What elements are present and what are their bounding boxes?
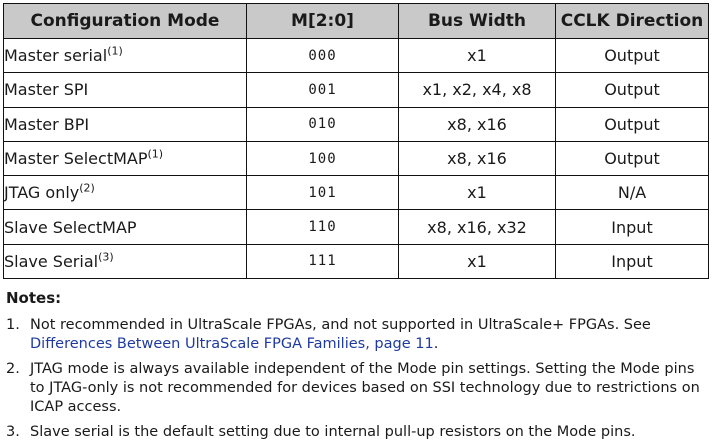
- header-configuration-mode: Configuration Mode: [4, 4, 247, 39]
- table-row: [4, 73, 709, 107]
- cclk-direction-cell: Output: [556, 39, 709, 73]
- footnote-ref: (3): [98, 250, 114, 264]
- note-text: [30, 360, 706, 417]
- notes-title: Notes:: [6, 289, 62, 307]
- mode-name: Master SPI: [4, 80, 89, 100]
- note-suffix: .: [433, 336, 439, 352]
- bus-width-cell: x1, x2, x4, x8: [399, 73, 556, 107]
- cclk-direction-cell: Input: [556, 244, 709, 278]
- header-bus-width: Bus Width: [399, 4, 556, 39]
- note-body: Not recommended in UltraScale FPGAs, and not supported in UltraScale+ FPGAs. See: [30, 317, 651, 333]
- table-row: [4, 176, 709, 210]
- mode-name: Slave Serial: [4, 251, 99, 271]
- cross-reference-link[interactable]: Differences Between UltraScale FPGA Families, page 11: [30, 336, 434, 352]
- note-text: [30, 316, 706, 354]
- mode-pins-cell: 010: [247, 107, 399, 141]
- cclk-direction-cell: Output: [556, 141, 709, 175]
- header-cclk-direction: CCLK Direction: [556, 4, 709, 39]
- table-row: [4, 141, 709, 175]
- mode-cell: [4, 176, 247, 210]
- mode-cell: [4, 141, 247, 175]
- mode-cell: [4, 73, 247, 107]
- footnote-ref: (1): [107, 44, 123, 58]
- note-body: Slave serial is the default setting due to internal pull-up resistors on the Mode pins.: [30, 424, 636, 440]
- note-number: 3.: [6, 424, 20, 440]
- mode-pins-cell: 000: [247, 39, 399, 73]
- bus-width-cell: x8, x16, x32: [399, 210, 556, 244]
- bus-width-cell: x1: [399, 176, 556, 210]
- mode-pins-cell: 101: [247, 176, 399, 210]
- mode-name: Master BPI: [4, 114, 90, 134]
- notes-section: [6, 289, 706, 448]
- mode-cell: [4, 244, 247, 278]
- note-text: [30, 423, 706, 442]
- mode-name: JTAG only: [4, 183, 80, 203]
- bus-width-cell: x8, x16: [399, 141, 556, 175]
- bus-width-cell: x1: [399, 39, 556, 73]
- mode-cell: [4, 39, 247, 73]
- mode-cell: [4, 210, 247, 244]
- footnote-ref: (1): [147, 147, 164, 161]
- note-item: [6, 423, 706, 442]
- header-mode-pins: M[2:0]: [247, 4, 399, 39]
- mode-pins-cell: 111: [247, 244, 399, 278]
- configuration-mode-table: [3, 3, 709, 279]
- mode-pins-cell: 001: [247, 73, 399, 107]
- table-row: [4, 244, 709, 278]
- table-row: [4, 210, 709, 244]
- bus-width-cell: x8, x16: [399, 107, 556, 141]
- cclk-direction-cell: Output: [556, 73, 709, 107]
- cclk-direction-cell: Input: [556, 210, 709, 244]
- footnote-ref: (2): [79, 182, 95, 195]
- note-item: [6, 316, 706, 354]
- note-number: 2.: [6, 361, 20, 377]
- mode-name: Master SelectMAP: [4, 149, 148, 169]
- note-item: [6, 360, 706, 417]
- mode-name: Master serial: [4, 46, 108, 66]
- bus-width-cell: x1: [399, 244, 556, 278]
- table-row: [4, 107, 709, 141]
- mode-cell: [4, 107, 247, 141]
- mode-name: Slave SelectMAP: [4, 217, 137, 237]
- cclk-direction-cell: Output: [556, 107, 709, 141]
- mode-pins-cell: 100: [247, 141, 399, 175]
- cclk-direction-cell: N/A: [556, 176, 709, 210]
- note-body: JTAG mode is always available independent of the Mode pin settings. Setting the Mode pins to JTAG-only is not recommended for devices based on SSI technology due to restrictions on ICAP access.: [30, 361, 700, 415]
- mode-pins-cell: 110: [247, 210, 399, 244]
- table-header-row: [4, 4, 709, 39]
- table-row: [4, 39, 709, 73]
- note-number: 1.: [6, 317, 20, 333]
